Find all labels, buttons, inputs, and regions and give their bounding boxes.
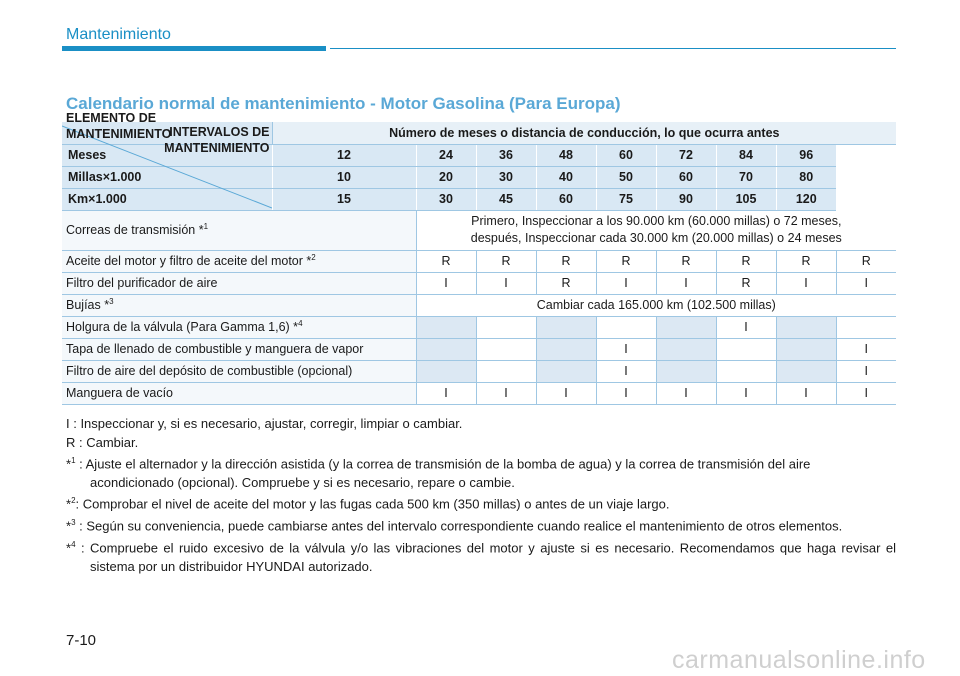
schedule-cell: [536, 316, 596, 338]
schedule-cell: R: [476, 250, 536, 272]
schedule-cell: I: [776, 272, 836, 294]
schedule-cell: [716, 360, 776, 382]
corner-top-line: INTERVALOS DE: [169, 125, 270, 139]
interval-value: 48: [536, 144, 596, 166]
interval-value: 105: [716, 188, 776, 210]
interval-header: Número de meses o distancia de conducción, lo que ocurra antes: [272, 122, 896, 144]
note-1: *$^1$ : Ajuste el alternador y la dirección asistida (y la correa de transmisión de la bomba de agua) y la correa de transmisión del aire acondicionado (opcional). Compruebe y si es necesario, repare o cambie.: [66, 456, 811, 490]
interval-value: 120: [776, 188, 836, 210]
maintenance-item: [62, 210, 416, 250]
schedule-cell: [416, 360, 476, 382]
interval-row-label: Millas×1.000: [62, 166, 272, 188]
schedule-cell: I: [716, 382, 776, 404]
schedule-cell: R: [416, 250, 476, 272]
schedule-cell: [776, 316, 836, 338]
corner-item-label: [66, 110, 171, 142]
schedule-cell: I: [476, 272, 536, 294]
corner-bottom-line: MANTENIMIENTO: [66, 126, 172, 141]
schedule-cell: [656, 316, 716, 338]
notes: [66, 415, 896, 576]
schedule-cell: [656, 360, 716, 382]
schedule-cell: [776, 360, 836, 382]
corner-bottom-line: ELEMENTO DE: [66, 110, 157, 125]
interval-row-label: Meses: [62, 144, 272, 166]
maintenance-item: [62, 382, 416, 404]
maintenance-item: [62, 272, 416, 294]
table-row: [62, 382, 896, 404]
schedule-cell: R: [836, 250, 896, 272]
schedule-cell: [476, 360, 536, 382]
interval-value: 70: [716, 166, 776, 188]
instruction-line: Cambiar cada 165.000 km (102.500 millas): [536, 297, 776, 312]
section-rule-thick: [62, 46, 326, 51]
maintenance-item-name: Holgura de la válvula (Para Gamma 1,6) *: [66, 320, 299, 335]
schedule-cell: I: [656, 272, 716, 294]
schedule-cell: [836, 316, 896, 338]
schedule-cell: I: [836, 382, 896, 404]
schedule-cell: [776, 338, 836, 360]
interval-value: 40: [536, 166, 596, 188]
schedule-cell: [536, 360, 596, 382]
note-mark: 1: [71, 456, 76, 465]
schedule-cell: I: [836, 338, 896, 360]
maintenance-item-name: Filtro de aire del depósito de combustible (opcional): [66, 364, 353, 378]
maintenance-item-name: Aceite del motor y filtro de aceite del motor *: [66, 254, 312, 269]
schedule-cell: [476, 338, 536, 360]
interval-value: 24: [416, 144, 476, 166]
note-3: *$^3$ : Según su conveniencia, puede cambiarse antes del intervalo correspondiente cuando realice el mantenimiento de otros elementos.: [66, 518, 843, 534]
table-row: [62, 338, 896, 360]
page-number: 7-10: [66, 632, 97, 649]
interval-value: 15: [272, 188, 416, 210]
note-inspect: I : Inspeccionar y, si es necesario, ajustar, corregir, limpiar o cambiar.: [66, 416, 463, 431]
schedule-cell: R: [716, 272, 776, 294]
schedule-cell: I: [536, 382, 596, 404]
interval-row-label: Km×1.000: [62, 188, 272, 210]
schedule-cell: I: [836, 272, 896, 294]
maintenance-item: [62, 294, 416, 316]
corner-top-line: MANTENIMIENTO: [164, 141, 270, 155]
section-title: Mantenimiento: [66, 26, 171, 43]
interval-value: 20: [416, 166, 476, 188]
interval-value: 45: [476, 188, 536, 210]
note-text: : Según su conveniencia, puede cambiarse antes del intervalo correspondiente cuando realice el mantenimiento de otros elementos.: [75, 518, 843, 534]
schedule-cell: I: [416, 272, 476, 294]
schedule-cell: I: [716, 316, 776, 338]
note-replace: R : Cambiar.: [66, 434, 139, 450]
maintenance-item: [62, 360, 416, 382]
note-4: *$^4$ : Compruebe el ruido excesivo de la válvula y/o las vibraciones del motor y ajuste si es necesario. Recomendamos que haga revisar el sistema por un distribuidor HYUNDAI autorizado.: [66, 539, 896, 574]
note-text: : Ajuste el alternador y la dirección asistida (y la correa de transmisión de la bomba de agua) y la correa de transmisión del aire acondicionado (opcional). Compruebe y si es necesario, repare o cambie.: [75, 456, 811, 490]
interval-instruction: [416, 294, 896, 316]
table-row: [62, 272, 896, 294]
note-mark: 4: [71, 539, 76, 549]
schedule-cell: R: [776, 250, 836, 272]
page-title: Calendario normal de mantenimiento - Motor Gasolina (Para Europa): [66, 94, 621, 113]
schedule-cell: R: [536, 272, 596, 294]
maintenance-item-name: Manguera de vacío: [66, 386, 174, 400]
schedule-cell: I: [596, 338, 656, 360]
interval-value: 84: [716, 144, 776, 166]
note-mark: 3: [71, 518, 76, 528]
note-mark: 2: [71, 496, 76, 506]
footnote-mark: 2: [311, 253, 316, 263]
interval-value: 60: [656, 166, 716, 188]
schedule-cell: I: [596, 272, 656, 294]
schedule-cell: [476, 316, 536, 338]
interval-value: 90: [656, 188, 716, 210]
interval-value: 50: [596, 166, 656, 188]
maintenance-item: [62, 338, 416, 360]
schedule-cell: I: [656, 382, 716, 404]
schedule-cell: I: [836, 360, 896, 382]
maintenance-item-name: Bujías *: [66, 298, 110, 313]
note-text: : Compruebe el ruido excesivo de la válvula y/o las vibraciones del motor y ajuste si es necesario. Recomendamos que haga revisar el sistema por un distribuidor HYUNDAI autorizado.: [75, 540, 896, 574]
instruction-line: después, Inspeccionar cada 30.000 km (20.000 millas) o 24 meses: [470, 231, 842, 245]
maintenance-item-name: Correas de transmisión *: [66, 223, 204, 238]
interval-value: 60: [596, 144, 656, 166]
maintenance-item: [62, 250, 416, 272]
note-2: *$^2$: Comprobar el nivel de aceite del motor y las fugas cada 500 km (350 millas) o antes de un viaje largo.: [66, 496, 670, 512]
interval-value: 80: [776, 166, 836, 188]
interval-value: 30: [416, 188, 476, 210]
footnote-mark: 1: [203, 222, 209, 232]
interval-value: 36: [476, 144, 536, 166]
schedule-cell: R: [716, 250, 776, 272]
interval-value: 60: [536, 188, 596, 210]
table-row: [62, 210, 896, 250]
footnote-mark: 3: [109, 297, 114, 307]
table-row: [62, 360, 896, 382]
interval-value: 72: [656, 144, 716, 166]
table-row: [62, 316, 896, 338]
schedule-cell: I: [776, 382, 836, 404]
schedule-cell: R: [596, 250, 656, 272]
schedule-cell: I: [596, 382, 656, 404]
section-rule-thin: [330, 48, 896, 49]
maintenance-item-name: Tapa de llenado de combustible y manguera de vapor: [66, 342, 364, 356]
note-text: : Comprobar el nivel de aceite del motor y las fugas cada 500 km (350 millas) o antes de un viaje largo.: [75, 496, 670, 512]
table-row: [62, 250, 896, 272]
interval-value: 30: [476, 166, 536, 188]
maintenance-item: [62, 316, 416, 338]
schedule-cell: [596, 316, 656, 338]
interval-value: 10: [272, 166, 416, 188]
watermark: carmanualsonline.info: [672, 646, 926, 674]
corner-intervals-label: [164, 124, 269, 156]
schedule-cell: [536, 338, 596, 360]
schedule-cell: R: [536, 250, 596, 272]
interval-value: 75: [596, 188, 656, 210]
footnote-mark: 4: [298, 319, 303, 329]
schedule-cell: I: [416, 382, 476, 404]
schedule-cell: [416, 338, 476, 360]
interval-instruction: [416, 210, 896, 250]
instruction-line: Primero, Inspeccionar a los 90.000 km (60.000 millas) o 72 meses,: [471, 214, 842, 228]
maintenance-table: [62, 110, 896, 405]
schedule-cell: I: [596, 360, 656, 382]
schedule-cell: I: [476, 382, 536, 404]
interval-value: 96: [776, 144, 836, 166]
item-rows: [62, 210, 896, 404]
interval-value: 12: [272, 144, 416, 166]
table-row: [62, 294, 896, 316]
maintenance-item-name: Filtro del purificador de aire: [66, 276, 218, 290]
schedule-cell: [716, 338, 776, 360]
schedule-cell: R: [656, 250, 716, 272]
schedule-cell: [656, 338, 716, 360]
schedule-cell: [416, 316, 476, 338]
